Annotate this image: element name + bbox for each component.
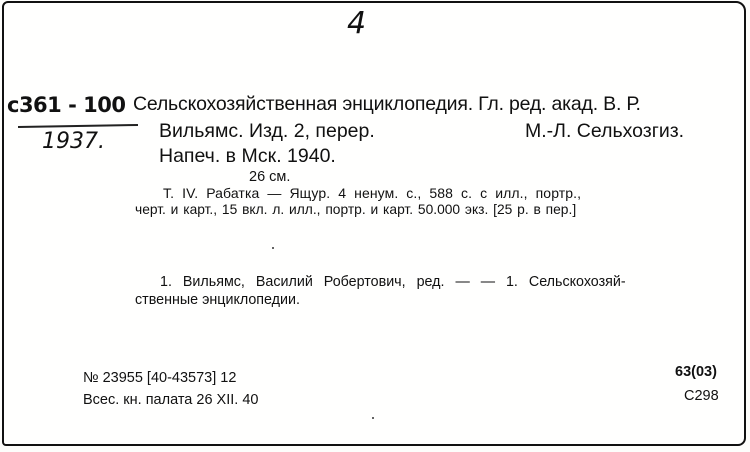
entry-printed-line: Напеч. в Мск. 1940. — [159, 145, 336, 167]
author-mark: С298 — [684, 388, 719, 404]
entry-size: 26 см. — [249, 169, 291, 185]
speck — [272, 247, 274, 249]
handwritten-shelf-mark: с361 - 100 — [7, 93, 126, 117]
entry-publisher: М.-Л. Сельхозгиз. — [525, 120, 685, 142]
entry-title-line: Сельскохозяйственная энциклопедия. Гл. ред. акад. В. Р. — [133, 93, 641, 115]
speck — [372, 417, 374, 419]
classification-code: 63(03) — [675, 364, 717, 380]
entry-edition-line: Вильямс. Изд. 2, перер. — [159, 120, 375, 142]
book-chamber: Всес. кн. палата 26 XII. 40 — [83, 392, 259, 408]
volume-description-line2: черт. и карт., 15 вкл. л. илл., портр. и карт. 50.000 экз. [25 р. в пер.] — [135, 202, 577, 217]
registration-number: № 23955 [40-43573] 12 — [83, 370, 237, 386]
handwritten-number: 4 — [347, 6, 367, 41]
volume-description-line1: Т. IV. Рабатка — Ящур. 4 ненум. с., 588 с. с илл., портр., — [163, 185, 582, 201]
catalog-card — [2, 1, 746, 446]
shelf-mark-underline — [18, 124, 138, 128]
handwritten-year: 1937. — [42, 129, 105, 154]
tracing-line1: 1. Вильямс, Василий Робертович, ред. — — 1. Сельскохозяй- — [160, 274, 626, 290]
tracing-line2: ственные энциклопедии. — [135, 292, 300, 308]
